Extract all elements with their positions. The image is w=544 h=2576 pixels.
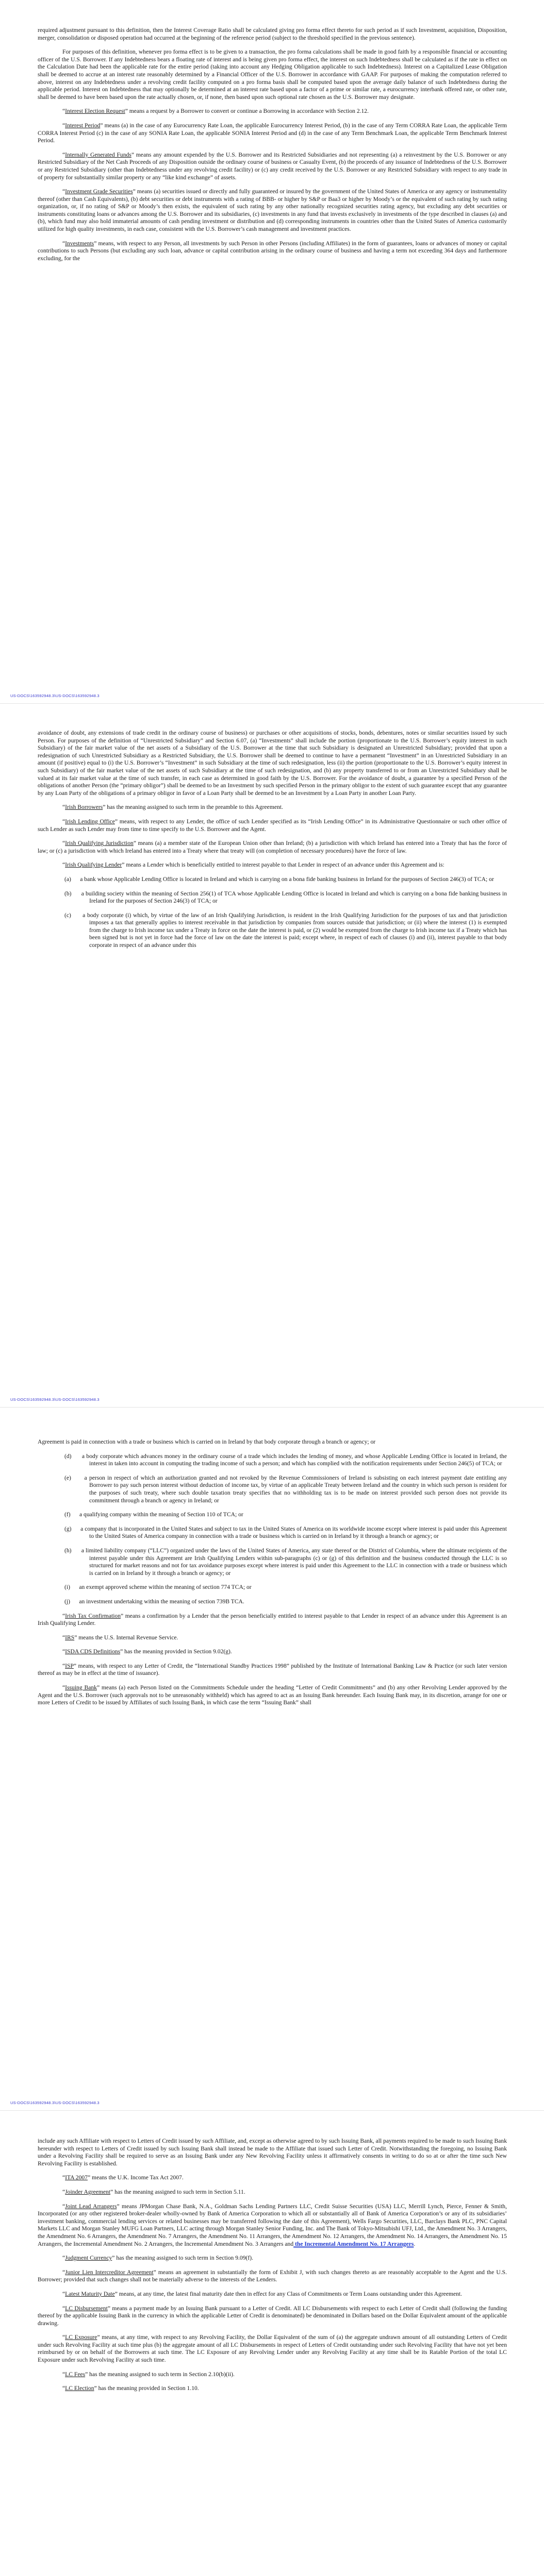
defined-term: Irish Qualifying Jurisdiction xyxy=(65,840,134,847)
list-item: (b) a building society within the meaning of Section 256(1) of TCA whose Applicable Lending Office is located in Ireland and which is carrying on a bona fide banking business in Ireland for the purposes of Section 246(3) of TCA; or xyxy=(64,890,507,905)
list-item: (h) a limited liability company (“LLC”) organized under the laws of the United States of America, any state thereof or the District of Columbia, where the ultimate recipients of the interest payable under this Agreement are Irish Qualifying Lenders within sub-paragraphs (c) or (g) of this definition and the business conducted through the LLC is so structured for market reasons and not for tax avoidance purposes except where interest is paid under this Agreement to the LLC in connection with a trade or business which is carried on in Ireland by it through a branch or agency; or xyxy=(64,1547,507,1577)
definition: “Irish Qualifying Lender” means a Lender which is beneficially entitled to interest payable to that Lender in respect of an advance under this Agreement and is: xyxy=(62,861,444,869)
definition: “ISDA CDS Definitions” has the meaning provided in Section 9.02(g). xyxy=(62,1648,232,1655)
paragraph: include any such Affiliate with respect to Letters of Credit issued by such Affiliate, and, except as otherwise agreed to by such Issuing Bank, all payments required to be made to such Issuing Bank hereunder with respect to Letters of Credit issued by such Issuing Bank shall instead be made to the Affiliate that issued such Letter of Credit. Notwithstanding the foregoing, no Issuing Bank under a Revolving Facility shall be required to serve as an Issuing Bank under any New Revolving Facility unless it affirmatively consents in writing to do so at or after the time such New Revolving Facility is established. xyxy=(38,2138,507,2167)
defined-term: LC Disbursement xyxy=(65,2304,108,2312)
list-item: (d) a body corporate which advances money in the ordinary course of a trade which includes the lending of money, and whose Applicable Lending Office is located in Ireland, the interest in taken into account in computing the trading income of such a person; and which has complied with the notification requirements under Section 246(5) of TCA; or xyxy=(64,1452,507,1467)
defined-term: LC Exposure xyxy=(65,2334,97,2341)
page-1 xyxy=(0,0,544,703)
defined-term: Interest Period xyxy=(65,122,101,129)
definition: “LC Disbursement” means a payment made by an Issuing Bank pursuant to a Letter of Credit. All LC Disbursements with respect to each Letter of Credit shall (following the funding thereof by the applicable Issuing Bank in the currency in which the applicable Letter of Credit is denominated) be denominated in Dollars based on the Dollar Equivalent amount of the applicable drawing. xyxy=(38,2304,507,2327)
defined-term: Investment Grade Securities xyxy=(65,188,133,195)
defined-term: Irish Tax Confirmation xyxy=(65,1612,121,1619)
defined-term: Issuing Bank xyxy=(65,1684,97,1691)
definition: “ISP” means, with respect to any Letter of Credit, the “International Standby Practices 1998” published by the Institute of International Banking Law & Practice (or such later version thereof as may be in effect at the time of issuance). xyxy=(38,1662,507,1677)
definition: “Issuing Bank” means (a) each Person listed on the Commitments Schedule under the heading “Letter of Credit Commitments” and (b) any other Revolving Lender approved by the Agent and the U.S. Borrower (such approvals not to be unreasonably withheld) which has agreed to act as an Issuing Bank hereunder. Each Issuing Bank may, in its discretion, arrange for one or more Letters of Credit to be issued by Affiliates of such Issuing Bank, in which case the term “Issuing Bank” shall xyxy=(38,1684,507,1706)
defined-term: LC Election xyxy=(65,2385,94,2392)
defined-term: IRS xyxy=(65,1634,75,1641)
page-4-body xyxy=(38,2138,507,2399)
definition: “LC Election” has the meaning provided in Section 1.10. xyxy=(62,2385,199,2392)
list-item: (e) a person in respect of which an authorization granted and not revoked by the Revenue Commissioners of Ireland is subsisting on each interest payment date entitling any Borrower to pay such person interest without deduction of income tax, by virtue of an applicable Treaty between Ireland and the country in which such person is resident for the purposes of such treaty, where such double taxation treaty specifies that no withholding tax is to be made on interest provided such person does not provide its commitment through a branch or agency in Ireland; or xyxy=(64,1474,507,1504)
page-3-body xyxy=(38,1438,507,1714)
inserted-text: the Incremental Amendment No. 17 Arrangers xyxy=(293,2240,414,2247)
page-1-body xyxy=(38,27,507,269)
page-footer: US-DOCS\163592948.3\US-DOCS\163592948.3 xyxy=(10,2100,100,2105)
defined-term: Latest Maturity Date xyxy=(65,2290,115,2297)
list-item: (f) a qualifying company within the meaning of Section 110 of TCA; or xyxy=(64,1511,243,1518)
definition: “LC Exposure” means, at any time, with respect to any Revolving Facility, the Dollar Equivalent of the sum of (a) the aggregate undrawn amount of all outstanding Letters of Credit under such Revolving Facility at such time plus (b) the aggregate amount of all LC Disbursements in respect of Letters of Credit outstanding under such Revolving Facility that have not yet been reimbursed by or on behalf of the Borrowers at such time. The LC Exposure of any Revolving Lender under any Revolving Facility at any time shall be its Ratable Portion of the total LC Exposure under such Revolving Facility at such time. xyxy=(38,2334,507,2364)
defined-term: Judgment Currency xyxy=(65,2255,112,2262)
defined-term: Irish Lending Office xyxy=(65,818,115,825)
list-item: (j) an investment undertaking within the meaning of section 739B TCA. xyxy=(64,1598,244,1605)
list-item: (c) a body corporate (i) which, by virtue of the law of an Irish Qualifying Jurisdiction, is resident in the Irish Qualifying Jurisdiction for the purposes of tax and that jurisdiction imposes a tax that generally applies to interest receivable in that jurisdiction by companies from sources outside that jurisdiction; or (ii) where the interest (1) is exempted from the charge to Irish income tax under a Treaty in force on the date the interest is paid, or (2) would be exempted from the charge to Irish income tax if a Treaty which has been signed but is not yet in force had the force of law on the date the interest is paid; except where, in respect of each of clauses (i) and (ii), interest payable to that body corporate in respect of an advance under this xyxy=(64,911,507,949)
definition: “Junior Lien Intercreditor Agreement” means an agreement in substantially the form of Exhibit J, with such changes thereto as are reasonably acceptable to the Agent and the U.S. Borrower; provided that such changes shall not be materially adverse to the interests of the Lenders. xyxy=(38,2268,507,2283)
defined-term: ISDA CDS Definitions xyxy=(65,1648,121,1655)
paragraph: Agreement is paid in connection with a trade or business which is carried on in Ireland by that body corporate through a branch or agency; or xyxy=(38,1438,376,1445)
definition: “Irish Lending Office” means, with respect to any Lender, the office of such Lender specified as its “Irish Lending Office” in its Administrative Questionnaire or such other office of such Lender as such Lender may from time to time specify to the U.S. Borrower and the Agent. xyxy=(38,818,507,833)
defined-term: Internally Generated Funds xyxy=(65,151,131,158)
definition: “Irish Tax Confirmation” means a confirmation by a Lender that the person beneficially entitled to interest payable to that Lender in respect of an advance under this Agreement is an Irish Qualifying Lender. xyxy=(38,1612,507,1627)
definition: “Joinder Agreement” has the meaning assigned to such term in Section 5.11. xyxy=(62,2188,245,2195)
definition: “Interest Election Request” means a request by a Borrower to convert or continue a Borrowing in accordance with Section 2.12. xyxy=(62,108,369,115)
definition: “Latest Maturity Date” means, at any time, the latest final maturity date then in effect for any Class of Commitments or Term Loans outstanding under this Agreement. xyxy=(62,2290,463,2297)
definition: “Investment Grade Securities” means (a) securities issued or directly and fully guaranteed or insured by the government of the United States of America or any agency or instrumentality thereof (other than Cash Equivalents), (b) debt securities or debt instruments with a rating of BBB- or higher by S&P or Baa3 or higher by Moody’s or the equivalent of such rating by such rating organization, or, if no rating of S&P or Moody’s then exists, the equivalent of such rating by any other nationally recognized securities rating agency, but excluding any debt securities or instruments constituting loans or advances among the U.S. Borrower and its subsidiaries, (c) investments in any fund that invests exclusively in investments of the type described in clauses (a) and (b), which fund may also hold immaterial amounts of cash pending investment or distribution and (d) corresponding instruments in countries other than the United States of America customarily utilized for high quality investments, in each case, consistent with the U.S. Borrower’s cash management and investment practices. xyxy=(38,188,507,233)
defined-term: Irish Qualifying Lender xyxy=(65,861,122,869)
definition: “Irish Borrowers” has the meaning assigned to such term in the preamble to this Agreement. xyxy=(62,804,283,811)
defined-term: Investments xyxy=(65,240,94,247)
definition: “Internally Generated Funds” means any amount expended by the U.S. Borrower and its Restricted Subsidiaries and not representing (a) a reinvestment by the U.S. Borrower or any Restricted Subsidiary of the Net Cash Proceeds of any Disposition outside the ordinary course of business or Casualty Event, (b) the proceeds of any issuance of Indebtedness of the U.S. Borrower or any Restricted Subsidiary (other than Indebtedness under any revolving credit facility) or (c) any credit received by the U.S. Borrower or any Restricted Subsidiary with respect to any trade in of property for substantially similar property or any “like kind exchange” of assets. xyxy=(38,151,507,181)
page-2 xyxy=(0,704,544,1407)
definition: “Irish Qualifying Jurisdiction” means (a) a member state of the European Union other than Ireland; (b) a jurisdiction with which Ireland has entered into a Treaty that has the force of law; or (c) a jurisdiction with which Ireland has entered into a Treaty where that treaty will (on completion of necessary procedures) have the force of law. xyxy=(38,840,507,854)
defined-term: Junior Lien Intercreditor Agreement xyxy=(65,2268,154,2276)
defined-term: Irish Borrowers xyxy=(65,804,103,811)
defined-term: LC Fees xyxy=(65,2370,86,2378)
page-2-body xyxy=(38,730,507,956)
definition: “Judgment Currency” has the meaning assigned to such term in Section 9.09(f). xyxy=(62,2255,253,2262)
page-3 xyxy=(0,1408,544,2110)
defined-term: Joinder Agreement xyxy=(65,2188,111,2195)
page-footer: US-DOCS\163592948.3\US-DOCS\163592948.3 xyxy=(10,1397,100,1402)
page-footer: US-DOCS\163592948.3\US-DOCS\163592948.3 xyxy=(10,693,100,698)
defined-term: Joint Lead Arrangers xyxy=(65,2202,117,2210)
definition: “LC Fees” has the meaning assigned to such term in Section 2.10(b)(ii). xyxy=(62,2370,235,2378)
defined-term: ITA 2007 xyxy=(65,2174,88,2181)
page-4 xyxy=(0,2111,544,2576)
paragraph: avoidance of doubt, any extensions of trade credit in the ordinary course of business) or purchases or other acquisitions of stocks, bonds, debentures, notes or similar securities issued by such Person. For purposes of the definition of “Unrestricted Subsidiary” and Section 6.07, (a) “Investments” shall include the portion (proportionate to the U.S. Borrower’s equity interest in such Subsidiary) of the fair market value of the net assets of a Subsidiary of the U.S. Borrower at the time that such Subsidiary is designated an Unrestricted Subsidiary; provided that upon a redesignation of such Unrestricted Subsidiary as a Restricted Subsidiary, the U.S. Borrower shall be deemed to continue to have a permanent “Investment” in an Unrestricted Subsidiary in an amount (if positive) equal to (i) the U.S. Borrower’s “Investment” in such Subsidiary at the time of such redesignation, less (ii) the portion (proportionate to the U.S. Borrower’s equity interest in such Subsidiary) of the fair market value of the net assets of such Subsidiary at the time of such redesignation, and (b) any property transferred to or from an Unrestricted Subsidiary shall be valued at its fair market value at the time of such transfer, in each case as determined in good faith by the U.S. Borrower. For the avoidance of doubt, a guarantee by a specified Person of the obligations of another Person (the “primary obligor”) shall be deemed to be an Investment by such specified Person in the primary obligor to the extent of such guarantee except that any guarantee by any Loan Party of the obligations of a primary obligor in favor of a Loan Party shall be deemed to be an Investment by a Loan Party in another Loan Party. xyxy=(38,730,507,796)
definition: “ITA 2007” means the U.K. Income Tax Act 2007. xyxy=(62,2174,184,2181)
definition: “Investments” means, with respect to any Person, all investments by such Person in other Persons (including Affiliates) in the form of guarantees, loans or advances of money or capital contributions to such Persons (but excluding any such loan, advance or capital contribution arising in the ordinary course of business and having a term not exceeding 364 days and furthermore excluding, for the xyxy=(38,240,507,262)
definition: “IRS” means the U.S. Internal Revenue Service. xyxy=(62,1634,178,1641)
list-item: (a) a bank whose Applicable Lending Office is located in Ireland and which is carrying on a bona fide banking business in Ireland for the purposes of Section 246(3) of TCA; or xyxy=(64,875,494,883)
definition: “Joint Lead Arrangers” means JPMorgan Chase Bank, N.A., Goldman Sachs Lending Partners LLC, Credit Suisse Securities (USA) LLC, Merrill Lynch, Pierce, Fenner & Smith, Incorporated (or any other registered broker-dealer wholly-owned by Bank of America Corporation to which all or substantially all of Bank of America Corporation’s or any of its subsidiaries’ investment banking, commercial lending services or related businesses may be transferred following the date of this Agreement), Wells Fargo Securities, LLC, Barclays Bank PLC, PNC Capital Markets LLC and Morgan Stanley MUFG Loan Partners, LLC acting through Morgan Stanley Senior Funding, Inc. and The Bank of Tokyo-Mitsubishi UFJ, Ltd., the Amendment No. 3 Arrangers, the Amendment No. 6 Arrangers, the Amendment No. 7 Arrangers, the Amendment No. 11 Arrangers, the Amendment No. 12 Arrangers, the Amendment No. 14 Arrangers, the Amendment No. 15 Arrangers, the Incremental Amendment No. 2 Arrangers, the Incremental Amendment No. 3 Arrangers and the Incremental Amendment No. 17 Arrangers. xyxy=(38,2202,507,2247)
paragraph: required adjustment pursuant to this definition, then the Interest Coverage Ratio shall be calculated giving pro forma effect thereto for such period as if such Investment, acquisition, Disposition, merger, consolidation or disposed operation had occurred at the beginning of the reference period (subject to the threshold specified in the previous sentence). xyxy=(38,27,507,41)
defined-term: ISP xyxy=(65,1662,74,1669)
defined-term: Interest Election Request xyxy=(65,108,125,115)
list-item: (g) a company that is incorporated in the United States and subject to tax in the United States of America on its worldwide income except where interest is paid under this Agreement to the United States of America company in connection with a trade or business which is carried on in Ireland by it through a branch or agency; or xyxy=(64,1525,507,1540)
paragraph: For purposes of this definition, whenever pro forma effect is to be given to a transaction, the pro forma calculations shall be made in good faith by a responsible financial or accounting officer of the U.S. Borrower. If any Indebtedness bears a floating rate of interest and is being given pro forma effect, the interest on such Indebtedness shall be calculated as if the rate in effect on the Calculation Date had been the applicable rate for the entire period (taking into account any Hedging Obligation applicable to such Indebtedness). Interest on a Capitalized Lease Obligation shall be deemed to accrue at an interest rate reasonably determined by a Financial Officer of the U.S. Borrower in accordance with GAAP. For purposes of making the computation referred to above, interest on any Indebtedness under a revolving credit facility computed on a pro forma basis shall be computed based upon the average daily balance of such Indebtedness during the applicable period. Interest on Indebtedness that may optionally be determined at an interest rate based upon a factor of a prime or similar rate, a eurocurrency interbank offered rate, or other rate, shall be deemed to have been based upon the rate actually chosen, or, if none, then based upon such optional rate chosen as the U.S. Borrower may designate. xyxy=(38,48,507,100)
definition: “Interest Period” means (a) in the case of any Eurocurrency Rate Loan, the applicable Eurocurrency Interest Period, (b) in the case of any Term CORRA Rate Loan, the applicable Term CORRA Interest Period (c) in the case of any SONIA Rate Loan, the applicable SONIA Interest Period and (d) in the case of any Term Benchmark Loan, the applicable Term Benchmark Interest Period. xyxy=(38,122,507,144)
list-item: (i) an exempt approved scheme within the meaning of section 774 TCA; or xyxy=(64,1584,252,1591)
